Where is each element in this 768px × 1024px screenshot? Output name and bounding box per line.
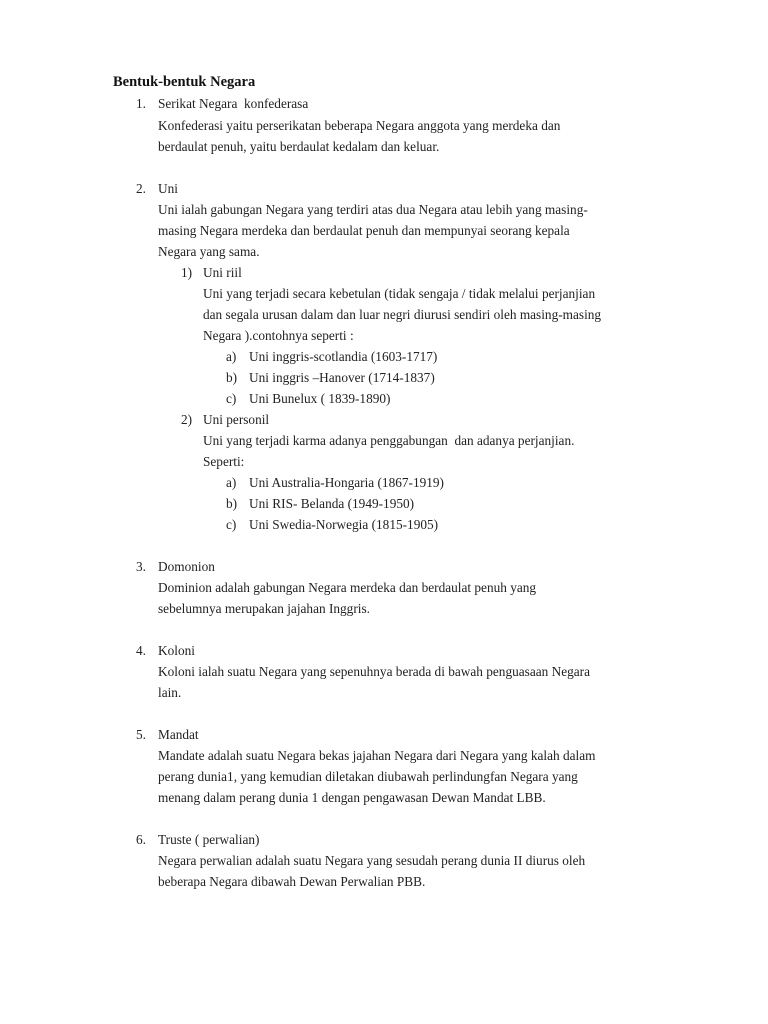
subitem-body: Uni yang terjadi karma adanya penggabungan dan adanya perjanjian. — [203, 433, 575, 448]
item-body: sebelumnya merupakan jajahan Inggris. — [158, 601, 370, 616]
item-body: masing Negara merdeka dan berdaulat penuh dan mempunyai seorang kepala — [158, 223, 570, 238]
subitem-number: 2) — [181, 412, 193, 427]
example-text: Uni Swedia-Norwegia (1815-1905) — [249, 517, 439, 532]
item-number: 1. — [136, 96, 146, 111]
item-body: Dominion adalah gabungan Negara merdeka dan berdaulat penuh yang — [158, 580, 537, 595]
item-body: perang dunia1, yang kemudian diletakan diubawah perlindungfan Negara yang — [158, 769, 578, 784]
item-body: lain. — [158, 685, 182, 700]
example-text: Uni Bunelux ( 1839-1890) — [249, 391, 391, 406]
example-letter: c) — [226, 391, 237, 406]
example-text: Uni inggris-scotlandia (1603-1717) — [249, 349, 438, 364]
subitem-body: Uni yang terjadi secara kebetulan (tidak sengaja / tidak melalui perjanjian — [203, 286, 596, 301]
example-text: Uni Australia-Hongaria (1867-1919) — [249, 475, 444, 490]
example-letter: b) — [226, 370, 238, 385]
item-body: Mandate adalah suatu Negara bekas jajahan Negara dari Negara yang kalah dalam — [158, 748, 596, 763]
item-number: 2. — [136, 181, 146, 196]
item-body: berdaulat penuh, yaitu berdaulat kedalam dan keluar. — [158, 139, 440, 154]
item-heading: Koloni — [158, 643, 195, 658]
subitem-heading: Uni riil — [203, 265, 242, 280]
subitem-heading: Uni personil — [203, 412, 270, 427]
example-letter: a) — [226, 475, 237, 490]
item-body: menang dalam perang dunia 1 dengan pengawasan Dewan Mandat LBB. — [158, 790, 546, 805]
item-number: 6. — [136, 832, 146, 847]
example-text: Uni inggris –Hanover (1714-1837) — [249, 370, 435, 385]
item-heading: Uni — [158, 181, 178, 196]
item-body: beberapa Negara dibawah Dewan Perwalian PBB. — [158, 874, 426, 889]
page-title: Bentuk-bentuk Negara — [113, 74, 256, 90]
item-body: Konfederasi yaitu perserikatan beberapa Negara anggota yang merdeka dan — [158, 118, 561, 133]
item-body: Koloni ialah suatu Negara yang sepenuhnya berada di bawah penguasaan Negara — [158, 664, 590, 679]
subitem-body: Negara ).contohnya seperti : — [203, 328, 354, 343]
example-letter: b) — [226, 496, 238, 511]
item-body: Negara yang sama. — [158, 244, 260, 259]
item-body: Uni ialah gabungan Negara yang terdiri atas dua Negara atau lebih yang masing- — [158, 202, 588, 217]
item-heading: Serikat Negara konfederasa — [158, 96, 309, 111]
item-number: 5. — [136, 727, 146, 742]
example-letter: c) — [226, 517, 237, 532]
subitem-body: dan segala urusan dalam dan luar negri diurusi sendiri oleh masing-masing — [203, 307, 602, 322]
item-heading: Truste ( perwalian) — [158, 832, 260, 847]
item-heading: Domonion — [158, 559, 215, 574]
subitem-number: 1) — [181, 265, 193, 280]
example-letter: a) — [226, 349, 237, 364]
item-heading: Mandat — [158, 727, 199, 742]
item-body: Negara perwalian adalah suatu Negara yang sesudah perang dunia II diurus oleh — [158, 853, 586, 868]
subitem-body: Seperti: — [203, 454, 245, 469]
example-text: Uni RIS- Belanda (1949-1950) — [249, 496, 415, 511]
item-number: 4. — [136, 643, 146, 658]
item-number: 3. — [136, 559, 146, 574]
